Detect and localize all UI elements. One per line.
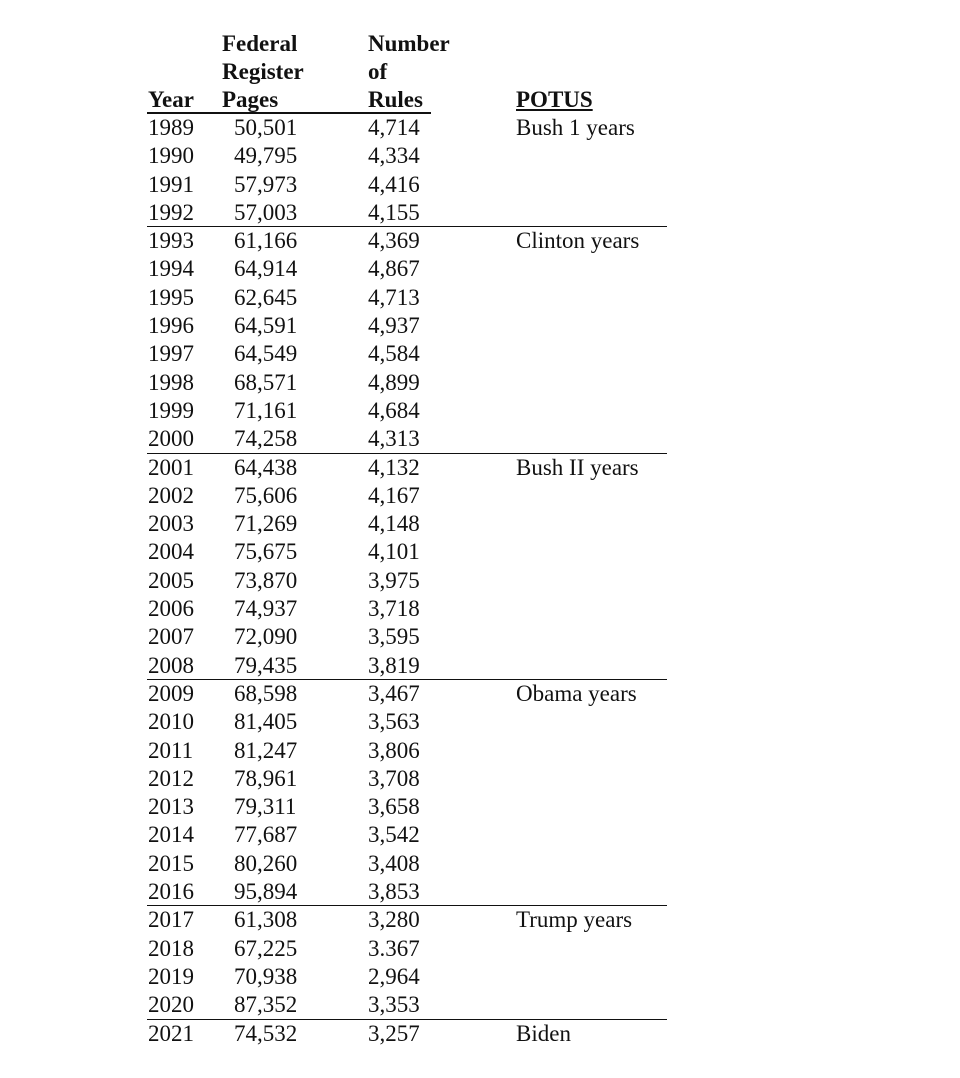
pages-cell: 64,438 [234, 454, 298, 480]
pages-cell: 74,532 [234, 1020, 298, 1046]
year-cell: 2018 [148, 935, 194, 961]
year-cell: 2007 [148, 624, 194, 650]
rules-cell: 3,563 [368, 709, 420, 735]
rules-cell: 3,542 [368, 822, 420, 848]
rules-cell: 4,899 [368, 369, 420, 395]
table-row [147, 906, 667, 934]
year-cell: 2011 [148, 737, 194, 763]
rules-cell: 4,132 [368, 454, 420, 480]
federal-register-table [147, 28, 667, 1058]
rules-cell: 4,101 [368, 539, 420, 565]
rules-cell: 4,713 [368, 284, 420, 310]
table-row [147, 991, 667, 1019]
table-row [147, 765, 667, 793]
year-cell: 1997 [148, 341, 194, 367]
table-row [147, 623, 667, 651]
rules-cell: 4,714 [368, 115, 420, 140]
year-cell: 2005 [148, 567, 194, 593]
year-cell: 2012 [148, 765, 194, 791]
rules-cell: 3,718 [368, 596, 420, 622]
pages-cell: 70,938 [234, 963, 298, 989]
rules-cell: 3,975 [368, 567, 420, 593]
rules-cell: 4,684 [368, 397, 420, 423]
rules-cell: 3,595 [368, 624, 420, 650]
table-body [147, 114, 667, 1048]
year-cell: 1999 [148, 397, 194, 423]
rules-cell: 4,867 [368, 256, 420, 282]
potus-cell: Bush 1 years [516, 115, 635, 140]
year-cell: 1992 [148, 199, 194, 225]
year-cell: 1993 [148, 228, 194, 254]
year-cell: 1990 [148, 143, 194, 169]
year-cell: 1991 [148, 171, 194, 197]
rules-cell: 3,658 [368, 794, 420, 820]
pages-cell: 50,501 [234, 115, 298, 140]
pages-cell: 62,645 [234, 284, 298, 310]
pages-cell: 74,937 [234, 596, 298, 622]
potus-cell: Biden [516, 1020, 571, 1046]
pages-cell: 73,870 [234, 567, 298, 593]
table-row [147, 708, 667, 736]
table-row [147, 850, 667, 878]
year-cell: 2015 [148, 850, 194, 876]
pages-cell: 49,795 [234, 143, 298, 169]
year-cell: 2021 [148, 1020, 194, 1046]
potus-cell: Bush II years [516, 454, 639, 480]
pages-cell: 68,598 [234, 680, 298, 706]
rules-cell: 3,467 [368, 680, 420, 706]
year-cell: 2009 [148, 680, 194, 706]
pages-cell: 78,961 [234, 765, 298, 791]
pages-cell: 67,225 [234, 935, 298, 961]
table-row [147, 425, 667, 453]
table-row [147, 199, 667, 227]
rules-cell: 4,937 [368, 313, 420, 339]
table-row [147, 142, 667, 170]
table-row [147, 1020, 667, 1048]
header-rules-line1: Number [368, 31, 450, 56]
year-cell: 2016 [148, 879, 194, 905]
table-row [147, 171, 667, 199]
pages-cell: 77,687 [234, 822, 298, 848]
pages-cell: 57,973 [234, 171, 298, 197]
pages-cell: 80,260 [234, 850, 298, 876]
year-cell: 2001 [148, 454, 194, 480]
year-cell: 2019 [148, 963, 194, 989]
potus-cell: Trump years [516, 907, 633, 933]
pages-cell: 75,675 [234, 539, 298, 565]
rules-cell: 4,334 [368, 143, 420, 169]
header-pages-line2: Register [222, 59, 304, 84]
rules-cell: 4,155 [368, 199, 420, 225]
pages-cell: 81,247 [234, 737, 298, 763]
pages-cell: 71,161 [234, 397, 298, 423]
potus-cell: Clinton years [516, 228, 640, 254]
year-cell: 1998 [148, 369, 194, 395]
header-pages-line3: Pages [222, 87, 279, 112]
year-cell: 1996 [148, 313, 194, 339]
table-row [147, 340, 667, 368]
rules-cell: 3,853 [368, 879, 420, 905]
header-pages-line1: Federal [222, 31, 298, 56]
table-row [147, 454, 667, 482]
rules-cell: 2,964 [368, 963, 420, 989]
table-row [147, 538, 667, 566]
rules-cell: 4,416 [368, 171, 420, 197]
year-cell: 2000 [148, 426, 194, 452]
header-rules-line3: Rules [368, 87, 423, 112]
rules-cell: 4,148 [368, 511, 420, 537]
table-row [147, 284, 667, 312]
pages-cell: 75,606 [234, 482, 298, 508]
rules-cell: 3,708 [368, 765, 420, 791]
year-cell: 2017 [148, 907, 194, 933]
table-row [147, 680, 667, 708]
header-number-of-rules [368, 30, 488, 114]
year-cell: 1995 [148, 284, 194, 310]
pages-cell: 81,405 [234, 709, 298, 735]
potus-cell: Obama years [516, 680, 637, 706]
pages-cell: 61,308 [234, 907, 298, 933]
year-cell: 2006 [148, 596, 194, 622]
table-row [147, 652, 667, 680]
rules-cell: 4,313 [368, 426, 420, 452]
year-cell: 2008 [148, 652, 194, 678]
rules-cell: 4,167 [368, 482, 420, 508]
pages-cell: 57,003 [234, 199, 298, 225]
pages-cell: 79,311 [234, 794, 297, 820]
year-cell: 2003 [148, 511, 194, 537]
table-row [147, 821, 667, 849]
table-row [147, 510, 667, 538]
year-cell: 2020 [148, 992, 194, 1018]
table-row [147, 737, 667, 765]
rules-cell: 3,408 [368, 850, 420, 876]
rules-cell: 4,584 [368, 341, 420, 367]
table-row [147, 114, 667, 142]
pages-cell: 87,352 [234, 992, 298, 1018]
table-row [147, 227, 667, 255]
table-row [147, 255, 667, 283]
pages-cell: 68,571 [234, 369, 298, 395]
rules-cell: 3.367 [368, 935, 420, 961]
table-row [147, 369, 667, 397]
rules-cell: 3,280 [368, 907, 420, 933]
pages-cell: 72,090 [234, 624, 298, 650]
table-row [147, 963, 667, 991]
pages-cell: 64,914 [234, 256, 298, 282]
rules-cell: 3,353 [368, 992, 420, 1018]
pages-cell: 64,549 [234, 341, 298, 367]
rules-cell: 3,806 [368, 737, 420, 763]
table-row [147, 312, 667, 340]
year-cell: 1994 [148, 256, 194, 282]
table-row [147, 878, 667, 906]
pages-cell: 79,435 [234, 652, 298, 678]
pages-cell: 64,591 [234, 313, 298, 339]
table-row [147, 482, 667, 510]
rules-cell: 4,369 [368, 228, 420, 254]
table-row [147, 793, 667, 821]
header-year: Year [148, 87, 194, 112]
table-row [147, 595, 667, 623]
table-row [147, 567, 667, 595]
header-potus: POTUS [516, 87, 593, 112]
year-cell: 2013 [148, 794, 194, 820]
year-cell: 2010 [148, 709, 194, 735]
year-cell: 2014 [148, 822, 194, 848]
table-row [147, 397, 667, 425]
year-cell: 1989 [148, 115, 194, 140]
rules-cell: 3,819 [368, 652, 420, 678]
pages-cell: 61,166 [234, 228, 298, 254]
year-cell: 2002 [148, 482, 194, 508]
table-row [147, 935, 667, 963]
pages-cell: 71,269 [234, 511, 298, 537]
pages-cell: 74,258 [234, 426, 298, 452]
year-cell: 2004 [148, 539, 194, 565]
header-rules-line2: of [368, 59, 388, 84]
header-federal-register-pages [222, 30, 342, 114]
pages-cell: 95,894 [234, 879, 298, 905]
rules-cell: 3,257 [368, 1020, 420, 1046]
